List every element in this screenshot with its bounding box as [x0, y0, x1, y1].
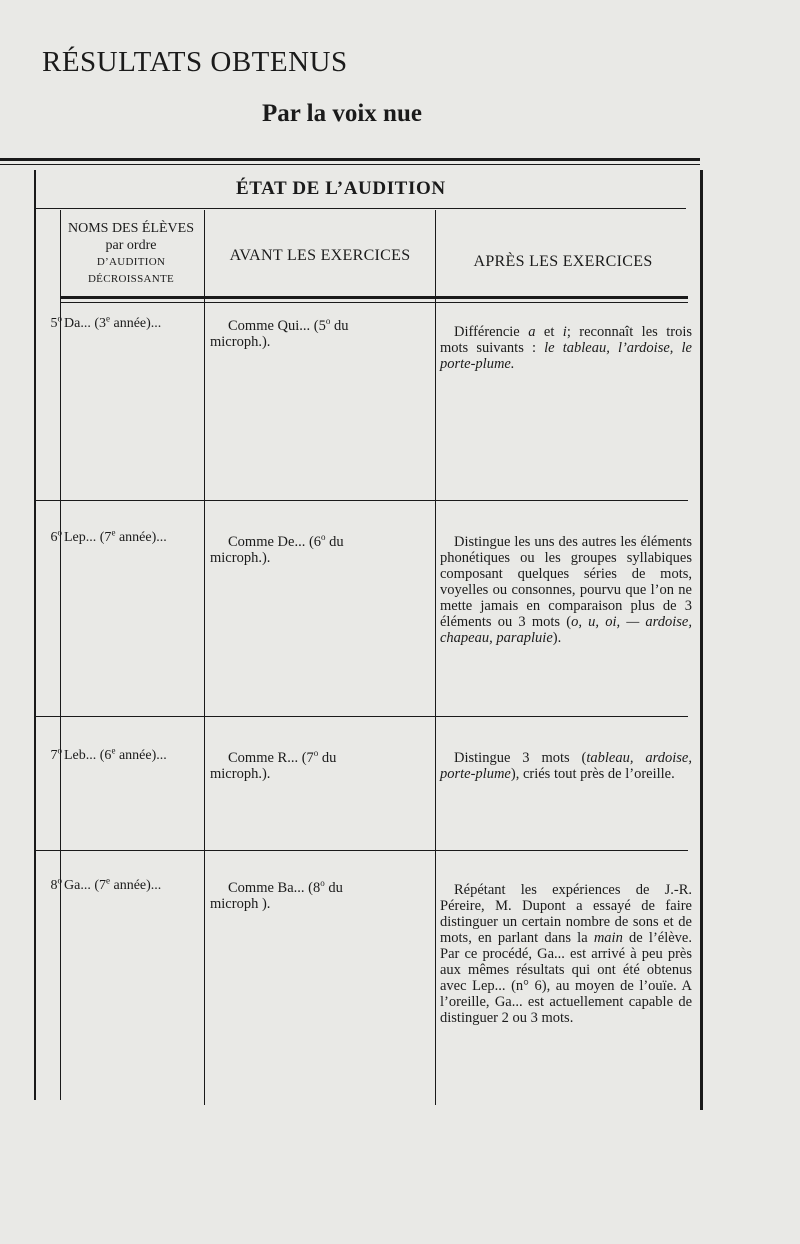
row-number: 6$^o$	[50, 527, 62, 545]
page-title: RÉSULTATS OBTENUS	[42, 46, 348, 78]
after-text-run: a	[528, 324, 536, 340]
col-names-line2: par ordre	[105, 238, 157, 253]
top-rule-thick	[0, 158, 700, 161]
student-name: Leb... (6e année)...	[64, 745, 167, 763]
after-text-run: i	[562, 324, 567, 340]
after-text-run: ).	[552, 630, 562, 646]
after-text-run: ; reconnaît les trois mots suivants :	[440, 324, 693, 356]
after-exercises	[440, 534, 692, 646]
row-rule-2	[36, 716, 688, 717]
after-exercises	[440, 324, 692, 372]
after-text-run: Distingue les uns des autres les éléments phonétiques ou les groupes syllabiques composant quelques séries de mots, voyelles ou consonnes, pourvu que l’on ne mette jamais en comparaison plus de 3 éléments ou 3 mots (	[440, 534, 692, 630]
row-number: 8$^o$	[50, 875, 62, 893]
student-name: Lep... (7e année)...	[64, 527, 167, 545]
after-text-run: et	[535, 324, 563, 340]
section-heading: ÉTAT DE L’AUDITION	[236, 178, 446, 199]
after-text-run: ), criés tout près de l’oreille.	[510, 766, 675, 782]
col-header-names	[60, 220, 202, 288]
after-text-run: Distingue 3 mots (	[454, 750, 587, 766]
row-number: 7$^o$	[50, 745, 62, 763]
row-rule-1	[36, 500, 688, 501]
before-exercises: Comme De... (6$^o$ du microph.).	[210, 532, 344, 566]
col-line-names	[60, 210, 61, 1100]
before-exercises: Comme Qui... (5$^o$ du microph.).	[210, 316, 349, 350]
left-border	[34, 170, 36, 1100]
row-rule-3	[36, 850, 688, 851]
col-line-before	[204, 210, 205, 1105]
col-names-line3: D’AUDITION	[96, 256, 166, 268]
after-exercises	[440, 882, 692, 1026]
after-text-run: main	[593, 930, 623, 946]
header-rule-thin	[60, 302, 688, 303]
after-text-run: o, u, oi, — ardoise, chapeau, parapluie	[440, 614, 692, 646]
after-text-run: Différencie	[454, 324, 529, 340]
right-border	[700, 170, 703, 1110]
after-exercises	[440, 750, 692, 782]
heading-rule	[36, 208, 686, 209]
col-header-before: AVANT LES EXERCICES	[229, 247, 411, 264]
col-line-after	[435, 210, 436, 1105]
before-exercises: Comme R... (7$^o$ du microph.).	[210, 748, 337, 782]
page-subtitle: Par la voix nue	[262, 100, 422, 127]
after-text-run: le tableau, l’ardoise, le porte-plume.	[440, 340, 692, 372]
col-names-line1: NOMS DES ÉLÈVES	[67, 221, 194, 236]
col-names-line4: DÉCROISSANTE	[87, 273, 175, 285]
top-rule-thin	[0, 164, 700, 165]
col-header-after: APRÈS LES EXERCICES	[473, 253, 653, 270]
before-exercises: Comme Ba... (8$^o$ du microph ).	[210, 878, 343, 912]
student-name: Da... (3e année)...	[64, 313, 162, 331]
student-name: Ga... (7e année)...	[64, 875, 162, 893]
after-text-run: tableau, ardoise, porte-plume	[440, 750, 692, 782]
after-text-run: de l’élève. Par ce procédé, Ga... est arrivé à peu près aux mêmes résultats qui ont été obtenus avec Lep... (n° 6), au moyen de l’ouïe. A l’oreille, Ga... est actuellement capable de distinguer 2 ou 3 mots.	[440, 930, 692, 1026]
row-number: 5$^o$	[50, 313, 62, 331]
header-rule-thick	[60, 296, 688, 299]
after-text-run: Répétant les expériences de J.-R. Péreire, M. Dupont a essayé de faire distinguer un certain nombre de sons et de mots, en parlant dans la	[440, 882, 692, 946]
